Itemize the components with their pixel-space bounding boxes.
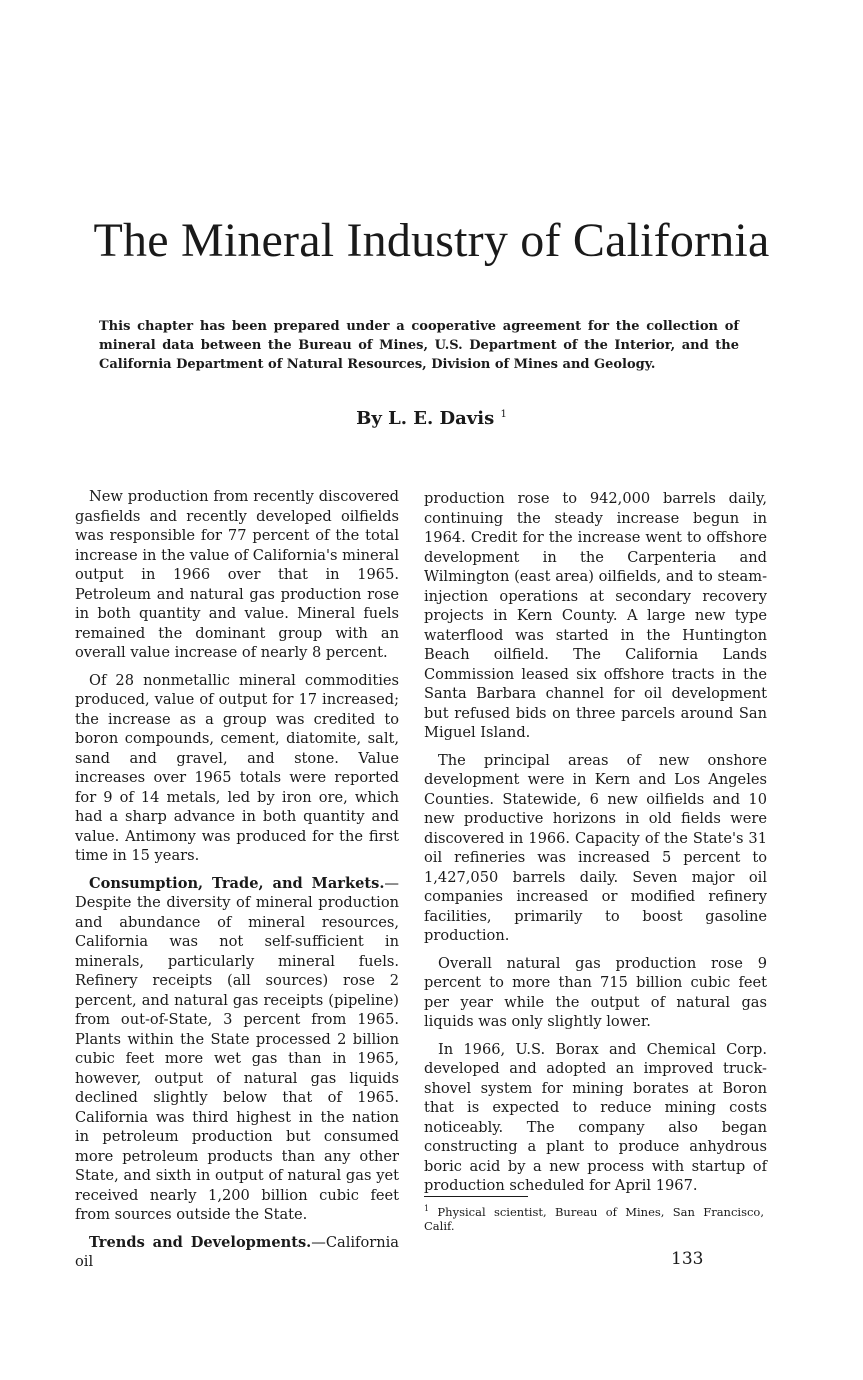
paragraph: Overall natural gas production rose 9 percent to more than 715 billion cubic feet per year while the output of natural gas liquids was only slightly lower. (424, 954, 767, 1030)
footnote-mark: 1 (424, 1204, 430, 1213)
left-column (75, 487, 399, 1280)
paragraph: production rose to 942,000 barrels daily, continuing the steady increase begun in 1964. Credit for the increase went to offshore development in the Carpenteria and Wilmington (east area) oilfields, and to steam-injection operations at secondary recovery projects in Kern County. A large new type waterflood was started in the Huntington Beach oilfield. The California Lands Commission leased six offshore tracts in the Santa Barbara channel for oil development but refused bids on three parcels around San Miguel Island. (424, 490, 767, 741)
footnote (424, 1202, 764, 1233)
paragraph: The principal areas of new onshore development were in Kern and Los Angeles Counties. Statewide, 6 new oilfields and 10 new productive horizons in old fields were discovered in 1966. Capacity of the State's 31 oil refineries was increased 5 percent to 1,427,050 barrels daily. Seven major oil companies increased or modified refinery facilities, primarily to boost gasoline production. (424, 751, 767, 944)
footnote-reference: 1 (500, 409, 507, 420)
byline (0, 408, 863, 429)
right-column (424, 489, 767, 1204)
footnote-text: Physical scientist, Bureau of Mines, San Francisco, Calif. (424, 1204, 764, 1233)
paragraph: Of 28 nonmetallic mineral commodities produced, value of output for 17 increased; the increase as a group was credited to boron compounds, cement, diatomite, salt, sand and gravel, and stone. Value increases over 1965 totals were reported for 9 of 14 metals, led by iron ore, which had a sharp advance in both quantity and value. Antimony was produced for the first time in 15 years. (75, 671, 399, 864)
paragraph: New production from recently discovered gasfields and recently developed oilfields was responsible for 77 percent of the total increase in the value of California's mineral output in 1966 over that in 1965. Petroleum and natural gas production rose in both quantity and value. Mineral fuels remained the dominant group with an overall value increase of nearly 8 percent. (75, 488, 399, 661)
paragraph-text: —California oil (75, 1233, 399, 1270)
section-heading: Trends and Developments. (89, 1233, 312, 1251)
paragraph (75, 874, 399, 1225)
section-heading: Consumption, Trade, and Markets. (89, 874, 385, 892)
page-number: 133 (671, 1249, 704, 1269)
paragraph-text: —Despite the diversity of mineral production and abundance of mineral resources, California was not self-sufficient in minerals, particularly mineral fuels. Refinery receipts (all sources) rose 2 percent, and natural gas receipts (pipeline) from out-of-State, 3 percent from 1965. Plants within the State processed 2 billion cubic feet more wet gas than in 1965, however, output of natural gas liquids declined slightly below that of 1965. California was third highest in the nation in petroleum production but consumed more petroleum products than any other State, and sixth in output of natural gas yet received nearly 1,200 billion cubic feet from sources outside the State. (75, 874, 399, 1223)
footnote-divider (424, 1196, 528, 1197)
paragraph: In 1966, U.S. Borax and Chemical Corp. developed and adopted an improved truck-shovel system for mining borates at Boron that is expected to reduce mining costs noticeably. The company also began constructing a plant to produce anhydrous boric acid by a new process with startup of production scheduled for April 1967. (424, 1040, 767, 1194)
author-name: By L. E. Davis (356, 408, 495, 429)
paragraph (75, 1233, 399, 1272)
page-title: The Mineral Industry of California (93, 214, 770, 267)
preparation-note: This chapter has been prepared under a cooperative agreement for the collection of mineral data between the Bureau of Mines, U.S. Department of the Interior, and the California Department of Natural Resources, Division of Mines and Geology. (99, 319, 739, 372)
